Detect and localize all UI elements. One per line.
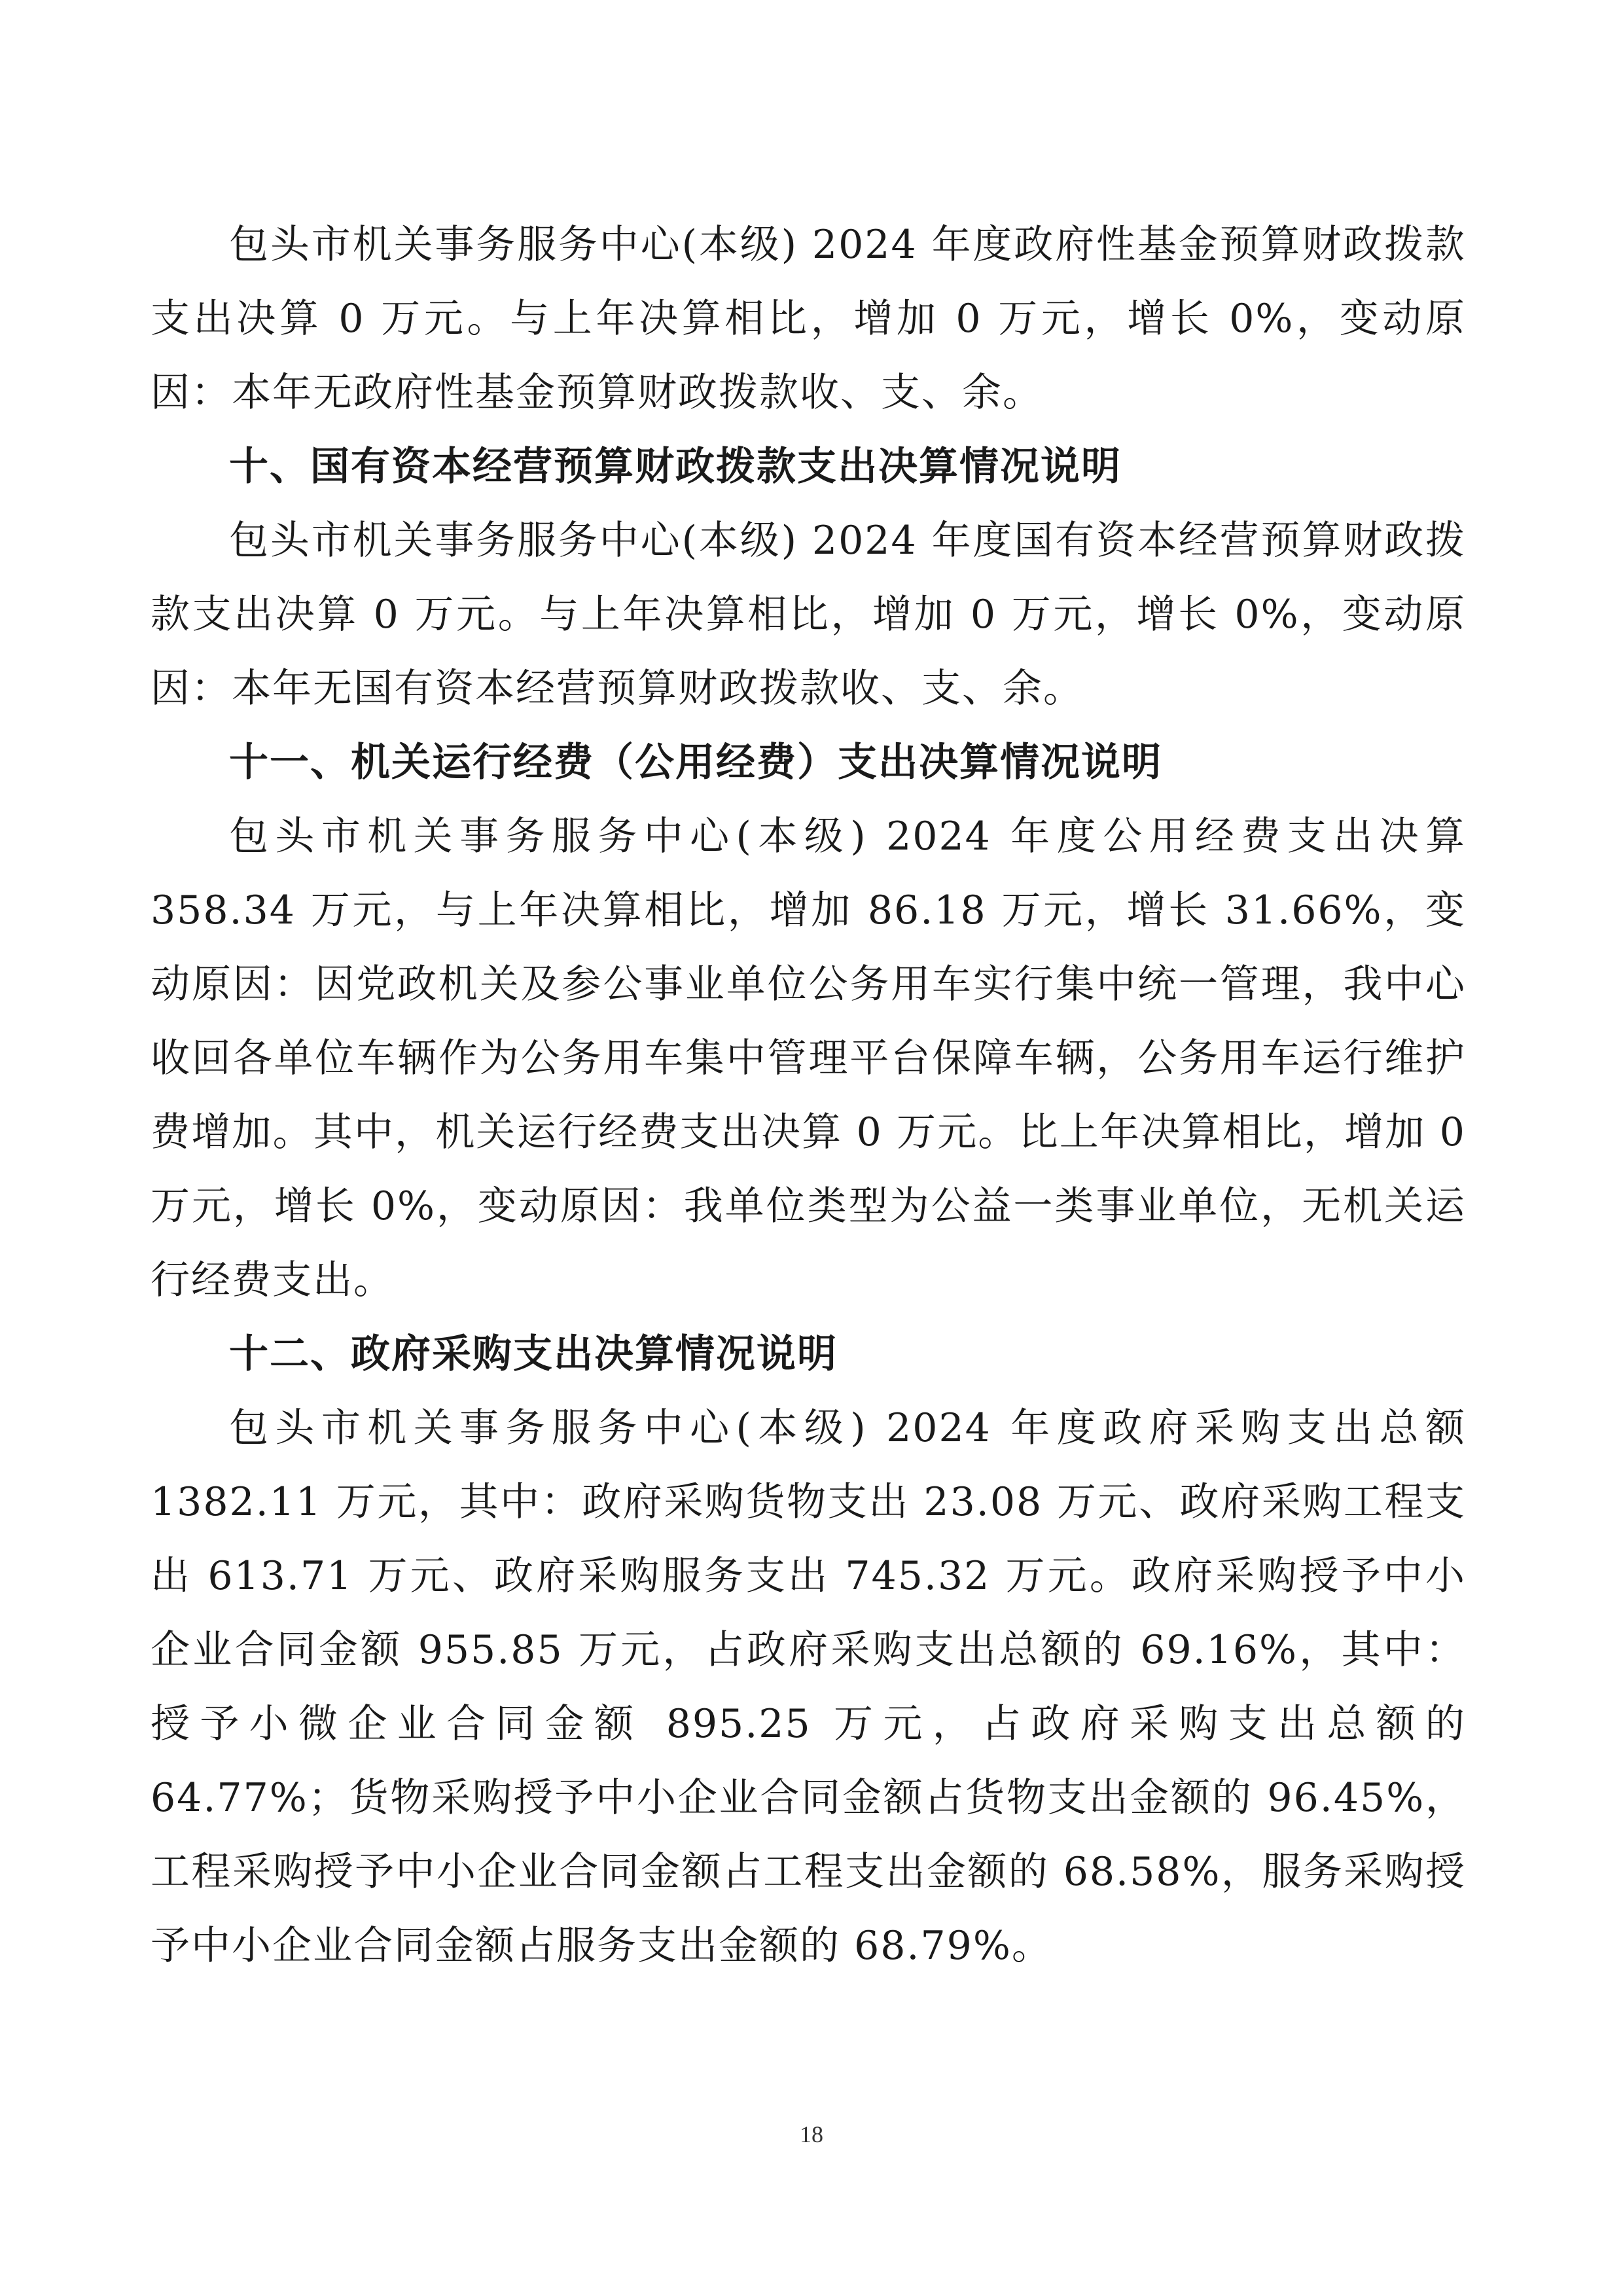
heading-government-procurement: 十二、政府采购支出决算情况说明 xyxy=(229,1331,838,1377)
heading-state-capital-budget: 十、国有资本经营预算财政拨款支出决算情况说明 xyxy=(229,444,1122,490)
heading-operating-expenses: 十一、机关运行经费（公用经费）支出决算情况说明 xyxy=(229,740,1162,785)
paragraph-government-fund-budget: 包头市机关事务服务中心(本级) 2024 年度政府性基金预算财政拨款支出决算 0 万元。与上年决算相比，增加 0 万元，增长 0%，变动原因：本年无政府性基金预算财政拨款收、支、余。 xyxy=(151,222,1466,416)
paragraph-state-capital-budget: 包头市机关事务服务中心(本级) 2024 年度国有资本经营预算财政拨款支出决算 0 万元。与上年决算相比，增加 0 万元，增长 0%，变动原因：本年无国有资本经营预算财政拨款收、支、余。 xyxy=(151,518,1466,711)
paragraph-operating-expenses: 包头市机关事务服务中心(本级) 2024 年度公用经费支出决算 358.34 万元，与上年决算相比，增加 86.18 万元，增长 31.66%，变动原因：因党政机关及参公事业单位公务用车实行集中统一管理，我中心收回各单位车辆作为公务用车集中管理平台保障车辆，公务用车运行维护费增加。其中，机关运行经费支出决算 0 万元。比上年决算相比，增加 0 万元，增长 0%，变动原因：我单位类型为公益一类事业单位，无机关运行经费支出。 xyxy=(151,814,1466,1303)
paragraph-government-procurement: 包头市机关事务服务中心(本级) 2024 年度政府采购支出总额 1382.11 万元，其中：政府采购货物支出 23.08 万元、政府采购工程支出 613.71 万元、政府采购服务支出 745.32 万元。政府采购授予中小企业合同金额 955.85 万元，占政府采购支出总额的 69.16%，其中：授予小微企业合同金额 895.25 万元，占政府采购支出总额的 64.77%；货物采购授予中小企业合同金额占货物支出金额的 96.45%，工程采购授予中小企业合同金额占工程支出金额的 68.58%，服务采购授予中小企业合同金额占服务支出金额的 68.79%。 xyxy=(151,1405,1466,1969)
page-number: 18 xyxy=(800,2121,823,2147)
document-body xyxy=(151,208,1466,1983)
